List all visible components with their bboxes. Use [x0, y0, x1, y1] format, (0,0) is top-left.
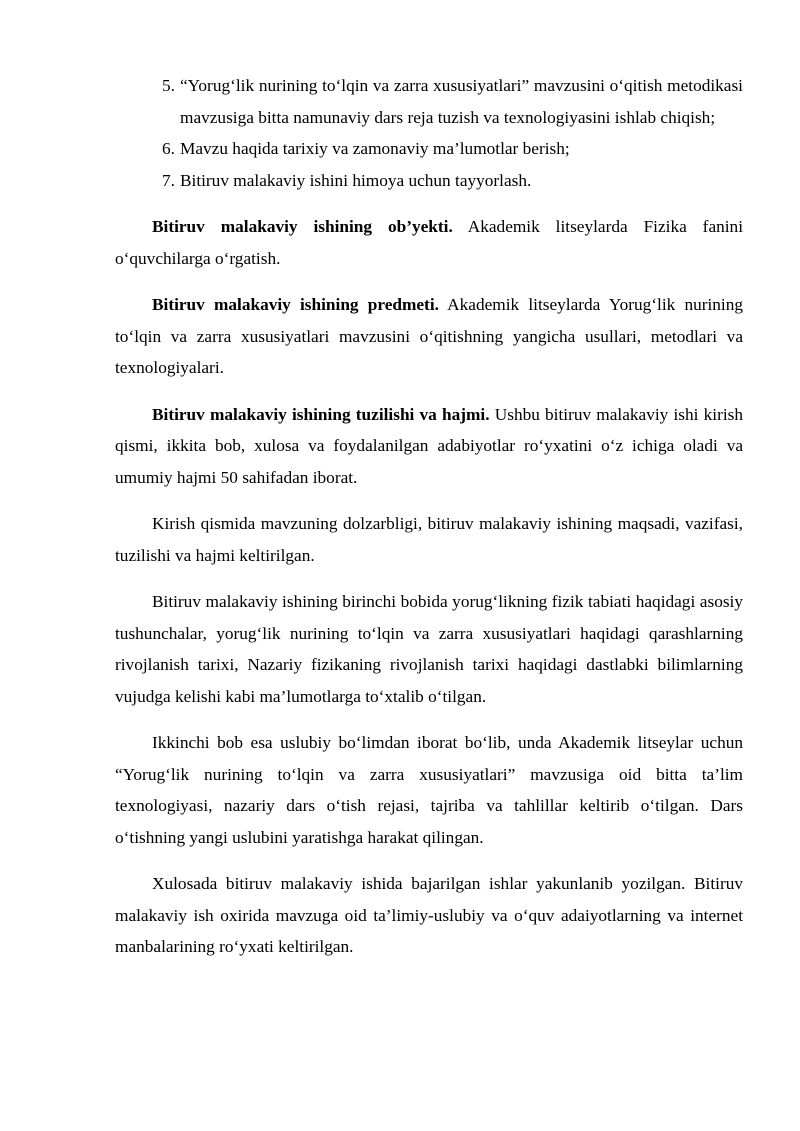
- list-item: [115, 133, 743, 165]
- list-item-number: 6.: [162, 139, 175, 158]
- paragraph-lead: Bitiruv malakaviy ishining ob’yekti.: [152, 217, 453, 236]
- paragraph-text: Kirish qismida mavzuning dolzarbligi, bitiruv malakaviy ishining maqsadi, vazifasi, tuzilishi va hajmi keltirilgan.: [115, 514, 743, 565]
- list-item-number: 7.: [162, 170, 175, 190]
- paragraph-text: Akademik litseylarda Fizika fanini o‘quvchilarga o‘rgatish.: [115, 217, 743, 268]
- paragraph-chapter-two: [115, 727, 743, 853]
- list-item-text: Bitiruv malakaviy ishini himoya uchun tayyorlash.: [180, 170, 532, 190]
- paragraph-structure: [115, 399, 743, 494]
- paragraph-object: [115, 211, 743, 274]
- list-item-number: 5.: [162, 76, 175, 95]
- paragraph-text: Akademik litseylarda Yorug‘lik nurining to‘lqin va zarra xususiyatlari mavzusini o‘qitishning yangicha usullari, metodlari va texnologiyalari.: [115, 295, 744, 377]
- paragraph-lead: Bitiruv malakaviy ishining tuzilishi va hajmi.: [152, 404, 490, 424]
- paragraph-introduction: [115, 508, 743, 571]
- list-item: [115, 70, 743, 133]
- paragraph-text: Ikkinchi bob esa uslubiy bo‘limdan iborat bo‘lib, unda Akademik litseylar uchun “Yorug‘lik nurining to‘lqin va zarra xususiyatlari” mavzusiga oid bitta ta’lim texnologiyasi, nazariy dars o‘tish rejasi, tajriba va tahlillar keltirib o‘tilgan. Dars o‘tishning yangi uslubini yaratishga harakat qilingan.: [115, 733, 743, 847]
- paragraph-subject: [115, 289, 743, 384]
- paragraph-lead: Bitiruv malakaviy ishining predmeti.: [152, 295, 439, 314]
- paragraph-text: Ushbu bitiruv malakaviy ishi kirish qismi, ikkita bob, xulosa va foydalanilgan adabiyotlar ro‘yxatini o‘z ichiga oladi va umumiy hajmi 50 sahifadan iborat.: [115, 404, 743, 487]
- document-page: [115, 70, 743, 963]
- list-item-text: Mavzu haqida tarixiy va zamonaviy ma’lumotlar berish;: [180, 139, 570, 158]
- paragraph-conclusion: [115, 868, 743, 963]
- list-item: [115, 165, 743, 197]
- paragraph-text: Xulosada bitiruv malakaviy ishida bajarilgan ishlar yakunlanib yozilgan. Bitiruv malakaviy ish oxirida mavzuga oid ta’limiy-uslubiy va o‘quv adaiyotlarning va internet manbalarining ro‘yxati keltirilgan.: [115, 874, 743, 956]
- paragraph-text: Bitiruv malakaviy ishining birinchi bobida yorug‘likning fizik tabiati haqidagi asosiy tushunchalar, yorug‘lik nurining to‘lqin va zarra xususiyatlari haqidagi qarashlarning rivojlanish tarixi, Nazariy fizikaning rivojlanish tarixi haqidagi dastlabki bilimlarning vujudga kelishi kabi ma’lumotlarga to‘xtalib o‘tilgan.: [115, 592, 743, 706]
- numbered-list: [115, 70, 743, 196]
- list-item-text: “Yorug‘lik nurining to‘lqin va zarra xususiyatlari” mavzusini o‘qitish metodikasi mavzusiga bitta namunaviy dars reja tuzish va texnologiyasini ishlab chiqish;: [180, 76, 743, 127]
- paragraph-chapter-one: [115, 586, 743, 712]
